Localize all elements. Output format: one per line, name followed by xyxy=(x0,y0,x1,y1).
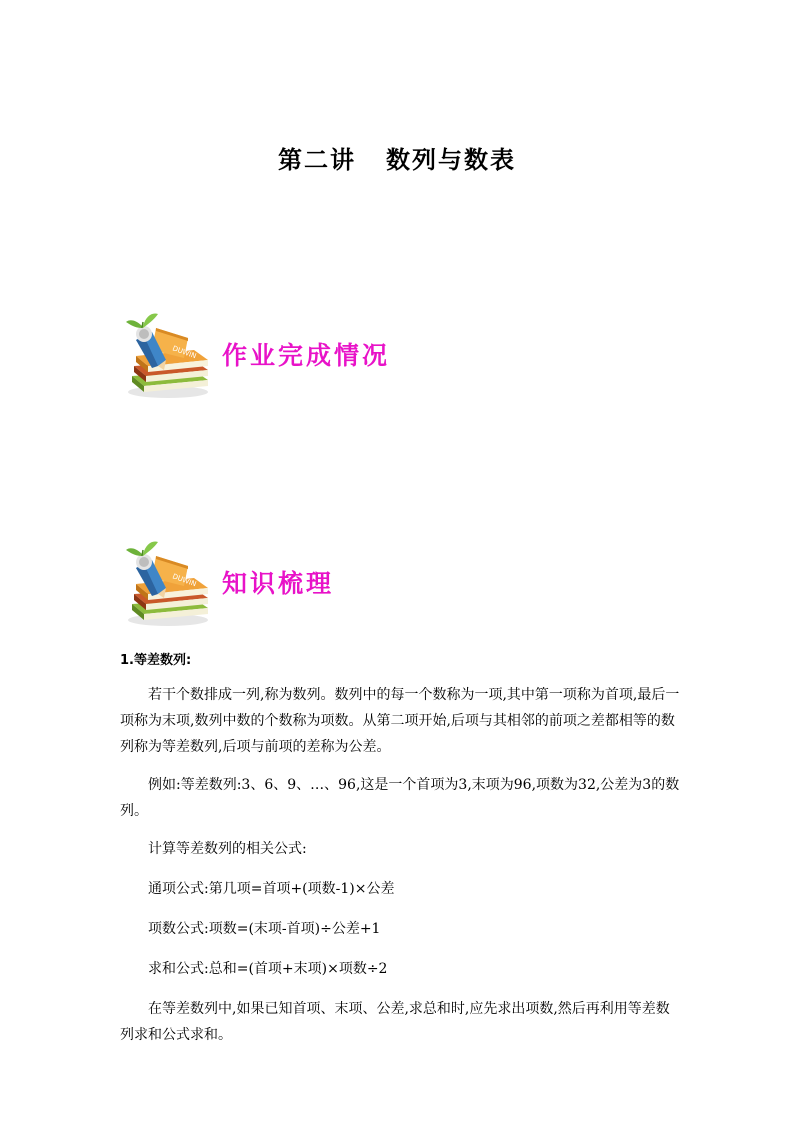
section-title-knowledge: 知识梳理 xyxy=(222,569,335,598)
paragraph-definition: 若干个数排成一列,称为数列。数列中的每一个数称为一项,其中第一项称为首项,最后一项称为末项,数列中数的个数称为项数。从第二项开始,后项与其相邻的前项之差都相等的数列称为等差数列,后项与前项的差称为公差。 xyxy=(120,687,680,755)
section-header-homework xyxy=(122,310,422,400)
pencil-books-icon xyxy=(122,310,214,400)
content-heading: 1.等差数列: xyxy=(120,653,192,668)
knowledge-content xyxy=(120,648,680,1060)
page-title xyxy=(0,140,794,175)
pencil-books-icon xyxy=(122,538,214,628)
paragraph-formula-intro: 计算等差数列的相关公式: xyxy=(148,841,307,857)
formula-sum: 求和公式:总和=(首项+末项)×项数÷2 xyxy=(148,961,388,977)
icon-label: DUWIN xyxy=(171,344,198,361)
formula-general-term: 通项公式:第几项=首项+(项数-1)×公差 xyxy=(148,881,395,897)
section-title-homework: 作业完成情况 xyxy=(222,341,391,370)
title-part-1: 第二讲 xyxy=(278,145,356,174)
title-part-2: 数列与数表 xyxy=(386,145,516,174)
icon-label: DUWIN xyxy=(171,572,198,589)
formula-term-count: 项数公式:项数=(末项-首项)÷公差+1 xyxy=(148,921,381,937)
paragraph-tip: 在等差数列中,如果已知首项、末项、公差,求总和时,应先求出项数,然后再利用等差数列求和公式求和。 xyxy=(120,1001,670,1043)
paragraph-example: 例如:等差数列:3、6、9、…、96,这是一个首项为3,末项为96,项数为32,公差为3的数列。 xyxy=(120,777,680,819)
section-header-knowledge xyxy=(122,538,422,628)
